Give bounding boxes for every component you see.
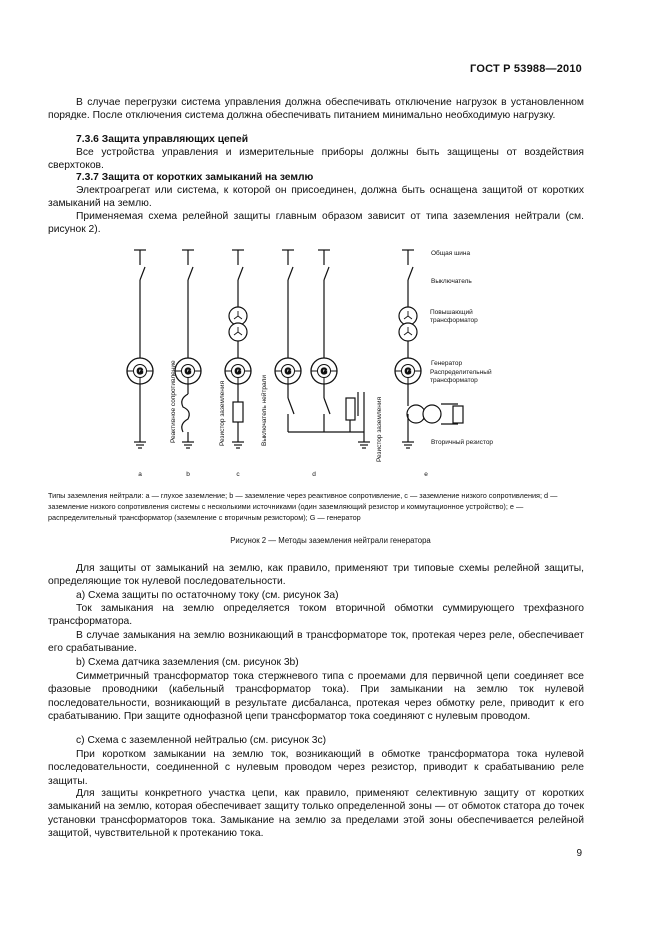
reactor-coil (182, 394, 189, 432)
grounding-resistor-d (346, 398, 355, 420)
scheme-letter-c: c (236, 471, 240, 478)
paragraph: При коротком замыкании на землю ток, возникающий в обмотке трансформатора тока нулевой последовательности, соединенной с нулевым проводом через резистор, приводит к срабатыванию реле защиты. (48, 749, 584, 787)
scheme-a (127, 250, 153, 448)
scheme-b (175, 250, 201, 448)
paragraph: Применяемая схема релейной защиты главным образом зависит от типа заземления нейтрали (см. рисунок 2). (48, 211, 584, 236)
vertical-label-resistor: Резистор заземления (219, 381, 226, 446)
label-breaker: Выключатель (431, 278, 472, 285)
secondary-resistor-symbol (453, 406, 463, 423)
paragraph: Для защиты конкретного участка цепи, как правило, применяют селективную защиту от коротких замыканий на землю, которая обеспечивает защиту только определенной зоны — от обмоток статора до точек установки трансформаторов тока. Замыкание на землю за пределами этой зоны обеспечивается релейной защитой, чувствительной к протеканию тока. (48, 788, 584, 840)
scheme-c (225, 250, 251, 448)
list-item: b) Схема датчика заземления (см. рисунок 3b) (76, 657, 299, 668)
label-busbar: Общая шина (431, 250, 471, 257)
scheme-letter-d: d (312, 471, 316, 478)
scheme-letter-b: b (186, 471, 190, 478)
list-item: с) Схема с заземленной нейтралью (см. рисунок 3с) (76, 735, 327, 746)
label-step-up: Повышающий трансформатор (430, 309, 478, 324)
list-item: а) Схема защиты по остаточному току (см. рисунок 3а) (76, 590, 339, 601)
figure-title: Рисунок 2 — Методы заземления нейтрали генератора (230, 536, 431, 545)
document-header: ГОСТ Р 53988—2010 (470, 63, 582, 75)
vertical-label-resistor2: Резистор заземления (376, 397, 383, 462)
label-generator: Генератор (431, 360, 463, 367)
scheme-d (275, 250, 370, 448)
grounding-methods-figure: G Реактивное сопротивление Резистор заземления Выключатель нейтрали Резистор заземления Общая шина Выключатель Повышающий трансформатор Генератор Распределительный трансформатор Вторичный резистор a b c d e (48, 238, 588, 488)
figure-caption: Типы заземления нейтрали: а — глухое заземление; b — заземление через реактивное сопротивление, с — заземление низкого сопротивления; d — заземление низкого сопротивления системы с несколькими источниками (один заземляющий резистор и коммутационное устройство); е — распределительный трансформатор (заземление с вторичным резистором); G — генератор (48, 491, 558, 522)
section-heading-7-3-7: 7.3.7 Защита от коротких замыканий на землю (76, 172, 314, 183)
label-distribution: Распределительный трансформатор (430, 369, 492, 384)
vertical-label-reactive: Реактивное сопротивление (170, 360, 177, 443)
paragraph: Симметричный трансформатор тока стержневого типа с проемами для первичной цепи соединяет все фазовые проводники (кабельный трансформатор тока). При замыкании на землю ток нулевой последовательности, возникающий в результате дисбаланса, протекая через обмотку реле, приводит к его срабатыванию. При защите однофазной цепи трансформатор тока соединяют с нулевым проводом. (48, 671, 584, 723)
paragraph: Ток замыкания на землю определяется током вторичной обмотки суммирующего трехфазного трансформатора. (48, 603, 584, 628)
label-secondary-resistor: Вторичный резистор (431, 439, 494, 446)
paragraph: В случае перегрузки система управления должна обеспечивать отключение нагрузок в установленном порядке. После отключения система должна обеспечивать питанием минимально необходимую нагрузку. (48, 97, 584, 122)
grounding-resistor (233, 402, 243, 422)
paragraph: Для защиты от замыканий на землю, как правило, применяют три типовые схемы релейной защиты, определяющие ток нулевой последовательности. (48, 563, 584, 588)
paragraph: В случае замыкания на землю возникающий в трансформаторе ток, протекая через реле, обеспечивает его срабатывание. (48, 630, 584, 655)
vertical-label-switch: Выключатель нейтрали (261, 374, 268, 446)
section-heading-7-3-6: 7.3.6 Защита управляющих цепей (76, 134, 249, 145)
paragraph: Электроагрегат или система, к которой он присоединен, должна быть оснащена защитой от коротких замыканий на землю. (48, 185, 584, 210)
scheme-letter-e: e (424, 471, 428, 478)
scheme-letter-a: a (138, 471, 142, 478)
page-number: 9 (576, 848, 582, 859)
paragraph: Все устройства управления и измерительные приборы должны быть защищены от воздействия сверхтоков. (48, 147, 584, 172)
